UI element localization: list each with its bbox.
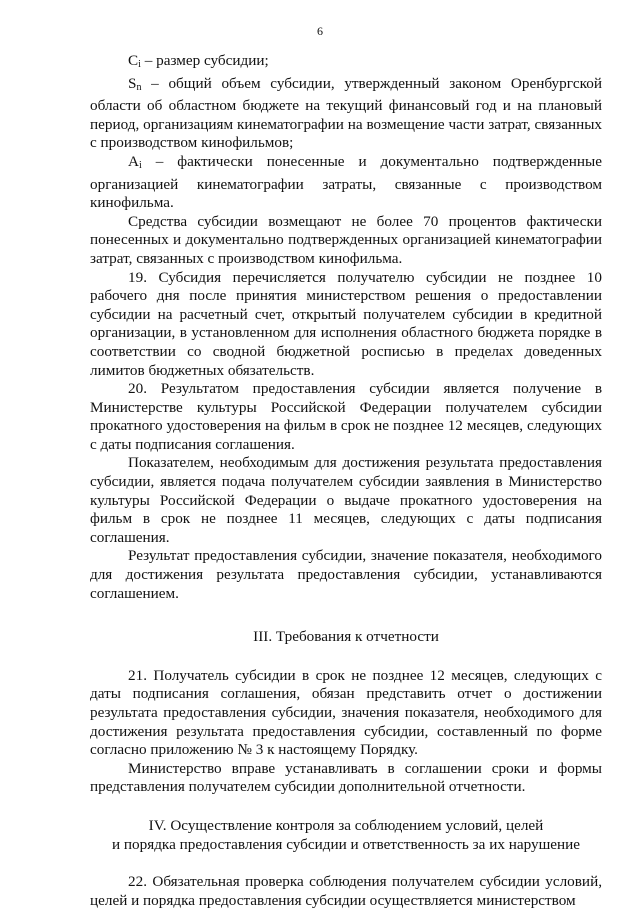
definition-ai xyxy=(90,153,602,213)
symbol-subscript: n xyxy=(136,81,142,93)
section-4-heading xyxy=(90,817,602,854)
definition-ci xyxy=(90,52,602,75)
paragraph-funds-limit: Средства субсидии возмещают не более 70 процентов фактически понесенных и документально подтвержденных организацией кинематографии затрат, связанных с производством кинофильма. xyxy=(90,212,602,267)
paragraph-20: 20. Результатом предоставления субсидии является получение в Министерстве культуры Российской Федерации получателем субсидии прокатного удостоверения на фильм в срок не позднее 12 месяцев, следующих с даты подписания соглашения. xyxy=(90,380,602,453)
definition-sn xyxy=(90,75,602,153)
section-4-heading-line-1: IV. Осуществление контроля за соблюдением условий, целей xyxy=(148,816,544,834)
symbol-subscript: i xyxy=(138,59,141,70)
symbol: C xyxy=(128,52,139,69)
symbol-subscript: i xyxy=(138,159,142,171)
document-body xyxy=(90,52,602,910)
section-4-heading-line-2: и порядка предоставления субсидии и ответственность за их нарушение xyxy=(111,835,581,853)
paragraph-ministry-reporting: Министерство вправе устанавливать в соглашении сроки и формы представления получателем субсидии дополнительной отчетности. xyxy=(90,759,602,796)
paragraph-21: 21. Получатель субсидии в срок не позднее 12 месяцев, следующих с даты подписания соглашения, обязан представить отчет о достижении результата предоставления субсидии, значения показателя, необходимого для достижения результата предоставления субсидии, составленный по форме согласно приложению № 3 к настоящему Порядку. xyxy=(90,666,602,759)
symbol: S xyxy=(128,74,137,92)
paragraph-indicator: Показателем, необходимым для достижения результата предоставления субсидии, является подача получателем субсидии заявления в Министерство культуры Российской Федерации о выдаче прокатного удостоверения на фильм в срок не позднее 11 месяцев, следующих с даты подписания соглашения. xyxy=(90,454,602,546)
page-number: 6 xyxy=(317,24,323,38)
definition-text: – общий объем субсидии, утвержденный законом Оренбургской области об областном бюджете на текущий финансовый год и на плановый период, организациям кинематографии на возмещение части затрат, связанных с производством кинофильмов; xyxy=(90,74,602,152)
paragraph-result: Результат предоставления субсидии, значение показателя, необходимого для достижения результата предоставления субсидии, устанавливаются соглашением. xyxy=(90,547,602,602)
definition-text: – размер субсидии; xyxy=(140,52,269,69)
definition-text: – фактически понесенные и документально подтвержденные организацией кинематографии затраты, связанные с производством кинофильма. xyxy=(90,152,602,212)
section-3-heading: III. Требования к отчетности xyxy=(253,628,439,646)
paragraph-22: 22. Обязательная проверка соблюдения получателем субсидии условий, целей и порядка предоставления субсидии осуществляется министерством xyxy=(90,873,602,909)
paragraph-19: 19. Субсидия перечисляется получателю субсидии не позднее 10 рабочего дня после принятия министерством решения о предоставлении субсидии на расчетный счет, открытый получателем субсидии в кредитной организации, в установленном для исполнения областного бюджета порядке в соответствии со сводной бюджетной росписью в пределах доведенных лимитов бюджетных обязательств. xyxy=(90,268,602,379)
symbol: A xyxy=(128,152,139,170)
